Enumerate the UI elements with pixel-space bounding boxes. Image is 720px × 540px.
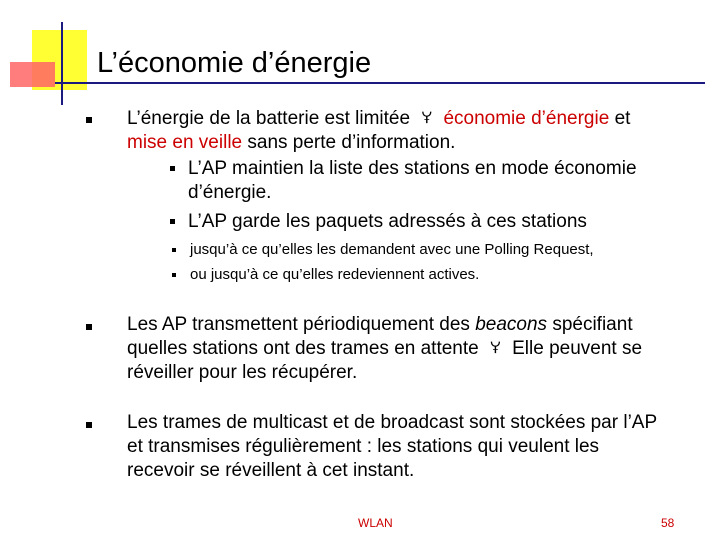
bullet-2-text-post: spécifiant	[552, 314, 633, 335]
slide-title: L’économie d’énergie	[97, 47, 372, 79]
bullet-square-icon	[86, 422, 92, 428]
bullet-1-highlight-veille: mise en veille	[127, 132, 243, 153]
bullet-2-line-3: réveiller pour les récupérer.	[127, 362, 358, 383]
bullet-1-text-end: et	[614, 108, 631, 129]
logo-vertical-line	[61, 22, 63, 105]
page-number: 58	[661, 516, 675, 530]
implies-icon: 🝁	[421, 110, 433, 127]
bullet-3-line-1: Les trames de multicast et de broadcast sont stockées par l’AP	[127, 412, 658, 433]
sub-sub-bullet-square-icon	[172, 248, 176, 252]
sub-bullet-1-line-1: L’AP maintien la liste des stations en mode économie	[188, 158, 637, 179]
sub-sub-bullet-2: ou jusqu’à ce qu’elles redeviennent actives.	[190, 266, 480, 283]
bullet-square-icon	[86, 117, 92, 123]
bullet-1-line-2	[127, 131, 455, 155]
sub-bullet-square-icon	[170, 219, 175, 224]
bullet-2-text: Les AP transmettent périodiquement des	[127, 314, 470, 335]
bullet-3-line-2: et transmises régulièrement : les stations qui veulent les	[127, 436, 600, 457]
sub-bullet-square-icon	[170, 166, 175, 171]
bullet-1-highlight-economie: économie d’énergie	[443, 108, 610, 129]
bullet-1-line-1	[127, 107, 630, 132]
bullet-square-icon	[86, 324, 92, 330]
bullet-1-text: L’énergie de la batterie est limitée	[127, 108, 411, 129]
sub-bullet-2: L’AP garde les paquets adressés à ces stations	[188, 211, 587, 232]
bullet-2-text-2: quelles stations ont des trames en attente	[127, 338, 479, 359]
sub-sub-bullet-1: jusqu’à ce qu’elles les demandent avec une Polling Request,	[190, 241, 594, 258]
bullet-3-line-3: recevoir se réveillent à cet instant.	[127, 460, 415, 481]
bullet-2-line-1	[127, 313, 633, 337]
sub-sub-bullet-square-icon	[172, 273, 176, 277]
bullet-2-line-2	[127, 337, 642, 362]
bullet-2-text-2-post: Elle peuvent se	[512, 338, 643, 359]
title-underline	[55, 82, 705, 84]
logo-pink-block	[10, 62, 55, 87]
bullet-1-text-2: sans perte d’information.	[247, 132, 456, 153]
bullet-2-beacons: beacons	[475, 314, 548, 335]
footer-label: WLAN	[358, 516, 393, 530]
implies-icon: 🝁	[490, 340, 501, 357]
sub-bullet-1-line-2: d’énergie.	[188, 182, 272, 203]
